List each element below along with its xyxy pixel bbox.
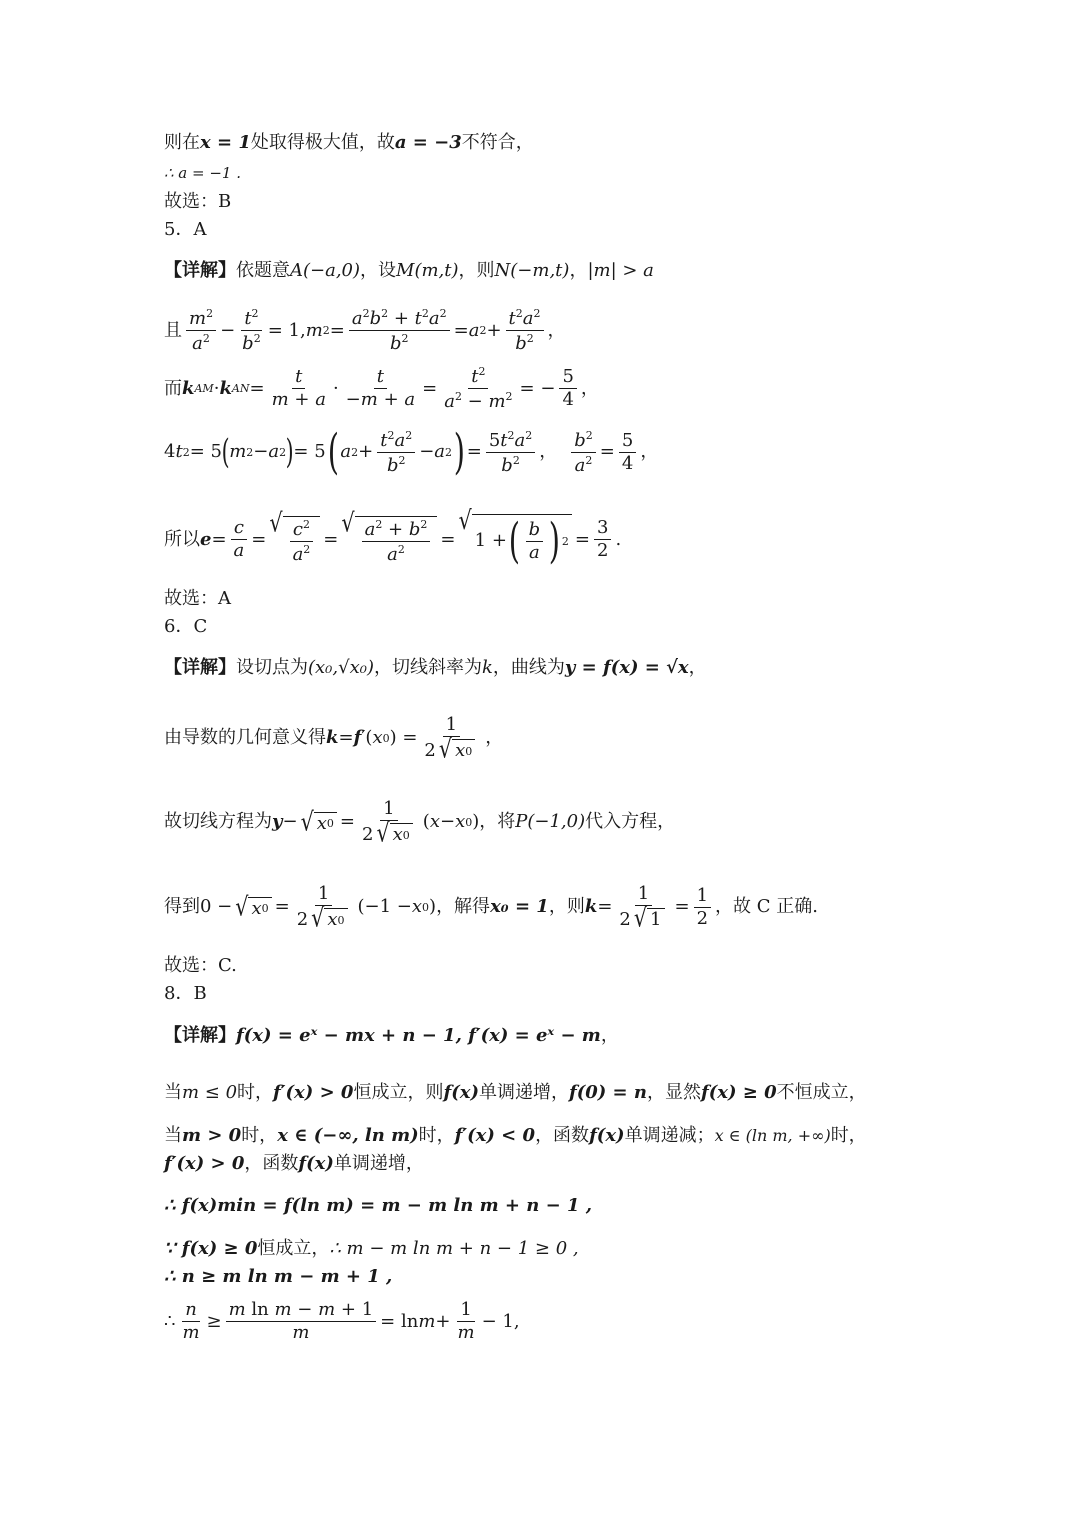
- text: 恒成立，则: [353, 1082, 444, 1103]
- text: ，切线斜率为: [373, 657, 482, 678]
- math: f(0) = n: [568, 1082, 647, 1103]
- text: 不恒成立，: [776, 1082, 867, 1103]
- detail-tag: 【详解】: [164, 1025, 236, 1046]
- text: ，曲线为: [492, 657, 565, 678]
- math: N(−m,t): [494, 260, 570, 281]
- math: A(−a,0): [290, 260, 361, 281]
- text: ，: [569, 260, 588, 281]
- math: ∴ n ≥ m ln m − m + 1 ,: [164, 1266, 393, 1287]
- text: 时，: [237, 1082, 274, 1103]
- math: x = 1: [200, 132, 251, 153]
- math: f′(x) < 0: [454, 1125, 536, 1146]
- text: ，则: [458, 260, 495, 281]
- math: ∴ m − m ln m + n − 1 ≥ 0 ,: [329, 1238, 579, 1259]
- text: 恒成立，: [257, 1238, 330, 1259]
- q5-eq2: 而 k AM · k AN = $\frac{t}{m + a}$ · $\frac{t}{-m + a}$ = $\frac{t^2}{a^2 - m^2}$ = − $\frac{5}{4}$ ，: [164, 365, 599, 412]
- text: 处取得极大值，故: [250, 132, 395, 153]
- text: ，: [688, 657, 707, 678]
- q5-intro: [164, 262, 654, 280]
- math: P(−1,0): [515, 811, 586, 832]
- s4-answer: 故选：B: [164, 191, 232, 212]
- text: ，: [485, 727, 504, 748]
- text: 而: [164, 377, 182, 399]
- math: ∵ f(x) ≥ 0: [164, 1238, 258, 1259]
- math: k: [481, 657, 493, 678]
- math: f(x): [443, 1082, 479, 1103]
- s4-line-2: [164, 166, 241, 181]
- q8-number: 8．B: [164, 983, 207, 1004]
- math: ∴ f(x)min = f(ln m) = m − m ln m + n − 1 ,: [164, 1195, 593, 1216]
- math: m > 0: [182, 1125, 242, 1146]
- detail-tag: 【详解】: [164, 260, 236, 281]
- q5-eq3: 4 t 2 = 5 ( m 2 − a 2 ) = 5 ( a 2 + $\frac{t^2a^2}{b^2}$ − a 2 ) = $\frac{5t^2a^2}{b^2}$ ， $\frac{b^2}{a^2}$ = $\frac{5}{4}$ ，: [164, 424, 659, 480]
- q6-line-3: 故切线方程为 y − √ x 0 = 1 2 √ x 0 ( x − x 0 ) ，将 P(−1,0) 代入方程，: [164, 798, 676, 848]
- text: 单调递增，: [478, 1082, 569, 1103]
- text: ，函数: [535, 1125, 590, 1146]
- text: 且: [164, 319, 182, 341]
- text: 单调递减；: [624, 1125, 715, 1146]
- text: ，显然: [646, 1082, 701, 1103]
- detail-tag: 【详解】: [164, 657, 236, 678]
- text: ,: [513, 1310, 520, 1332]
- text: ，故 C 正确.: [715, 896, 818, 917]
- text: ，: [600, 1025, 619, 1046]
- text: 当: [164, 1125, 182, 1146]
- q8-line-8: ∴ $\frac{n}{m}$ ≥ $\frac{\text{m ln m − m + 1}}{m}$ = ln m + $\frac{1}{m}$ − 1 ,: [164, 1299, 520, 1343]
- math: f(x) ≥ 0: [700, 1082, 777, 1103]
- text: ，则: [548, 896, 585, 917]
- q5-eq1: 且 $\frac{m^2}{a^2}$ − $\frac{t^2}{b^2}$ = 1, m 2 = $\frac{a^2b^2 + t^2a^2}{b^2}$ = a 2 + $\frac{t^2a^2}{b^2}$ ，: [164, 307, 566, 354]
- text: 时，: [241, 1125, 278, 1146]
- q5-number: 5．A: [164, 219, 207, 240]
- q6-answer: 故选：C.: [164, 955, 237, 976]
- text: ，解得: [436, 896, 491, 917]
- math: x₀ = 1: [490, 896, 549, 917]
- math: f(x): [298, 1153, 334, 1174]
- math: f(x) = eˣ − mx + n − 1, f′(x) = eˣ − m: [236, 1025, 601, 1046]
- text: ，将: [479, 811, 516, 832]
- math: |m| > a: [587, 260, 654, 281]
- q8-line-2: [164, 1084, 867, 1102]
- q8-line-5: [164, 1197, 592, 1215]
- text: 所以: [164, 528, 200, 550]
- q6-line-4: 得到 0 − √ x 0 = 1 2 √ x 0 (−1 − x 0 ) ，解得 x₀ = 1 ，则 k = 1 2 √ 1 = $\frac{1}{2}$ ，故 C 正确.: [164, 883, 818, 933]
- text: 时，: [830, 1125, 867, 1146]
- math: (x₀,√x₀): [308, 657, 374, 678]
- math: f′(x) > 0: [164, 1153, 245, 1174]
- text: 单调递增，: [333, 1153, 424, 1174]
- text: 设切点为: [236, 657, 308, 678]
- q5-eq4: 所以 e = $\frac{c}{a}$ = √ $\frac{c^2}{a^2}$ = √ $\frac{a^2 + b^2}{a^2}$ = √ 1 + ( $\frac{b}{a}$ ) 2 = $\frac{3}{2}$ .: [164, 505, 622, 569]
- s4-line-1: [164, 134, 534, 152]
- q8-line-1: [164, 1027, 619, 1045]
- q8-line-7: [164, 1268, 392, 1286]
- text: ，函数: [244, 1153, 299, 1174]
- math: x ∈ (ln m, +∞): [714, 1126, 831, 1145]
- math: f(x): [589, 1125, 625, 1146]
- q6-line-2: 由导数的几何意义得 k = f ′( x 0 ) = 1 2 √ x 0 ，: [164, 714, 504, 764]
- text: 不符合，: [461, 132, 534, 153]
- text: 时，: [418, 1125, 455, 1146]
- text: 依题意: [236, 260, 290, 281]
- math: y = f(x) = √x: [564, 657, 689, 678]
- text: 则在: [164, 132, 200, 153]
- q6-line-1: [164, 659, 707, 677]
- math: m ≤ 0: [182, 1082, 238, 1103]
- math: f′(x) > 0: [273, 1082, 354, 1103]
- math: x ∈ (−∞, ln m): [277, 1125, 419, 1146]
- text: 代入方程，: [585, 811, 676, 832]
- q5-answer: 故选：A: [164, 588, 231, 609]
- math: = −: [519, 377, 556, 399]
- math: a = −3: [394, 132, 462, 153]
- math: M(m,t): [396, 260, 459, 281]
- q8-line-4: [164, 1155, 424, 1173]
- math: ∴ a = −1 .: [164, 164, 242, 182]
- text: 当: [164, 1082, 182, 1103]
- q8-line-3: [164, 1127, 867, 1145]
- text: 故切线方程为: [164, 811, 272, 832]
- q6-number: 6．C: [164, 616, 208, 637]
- text: 得到: [164, 896, 200, 917]
- text: 由导数的几何意义得: [164, 727, 326, 748]
- text: ，设: [360, 260, 397, 281]
- q8-line-6: [164, 1240, 579, 1258]
